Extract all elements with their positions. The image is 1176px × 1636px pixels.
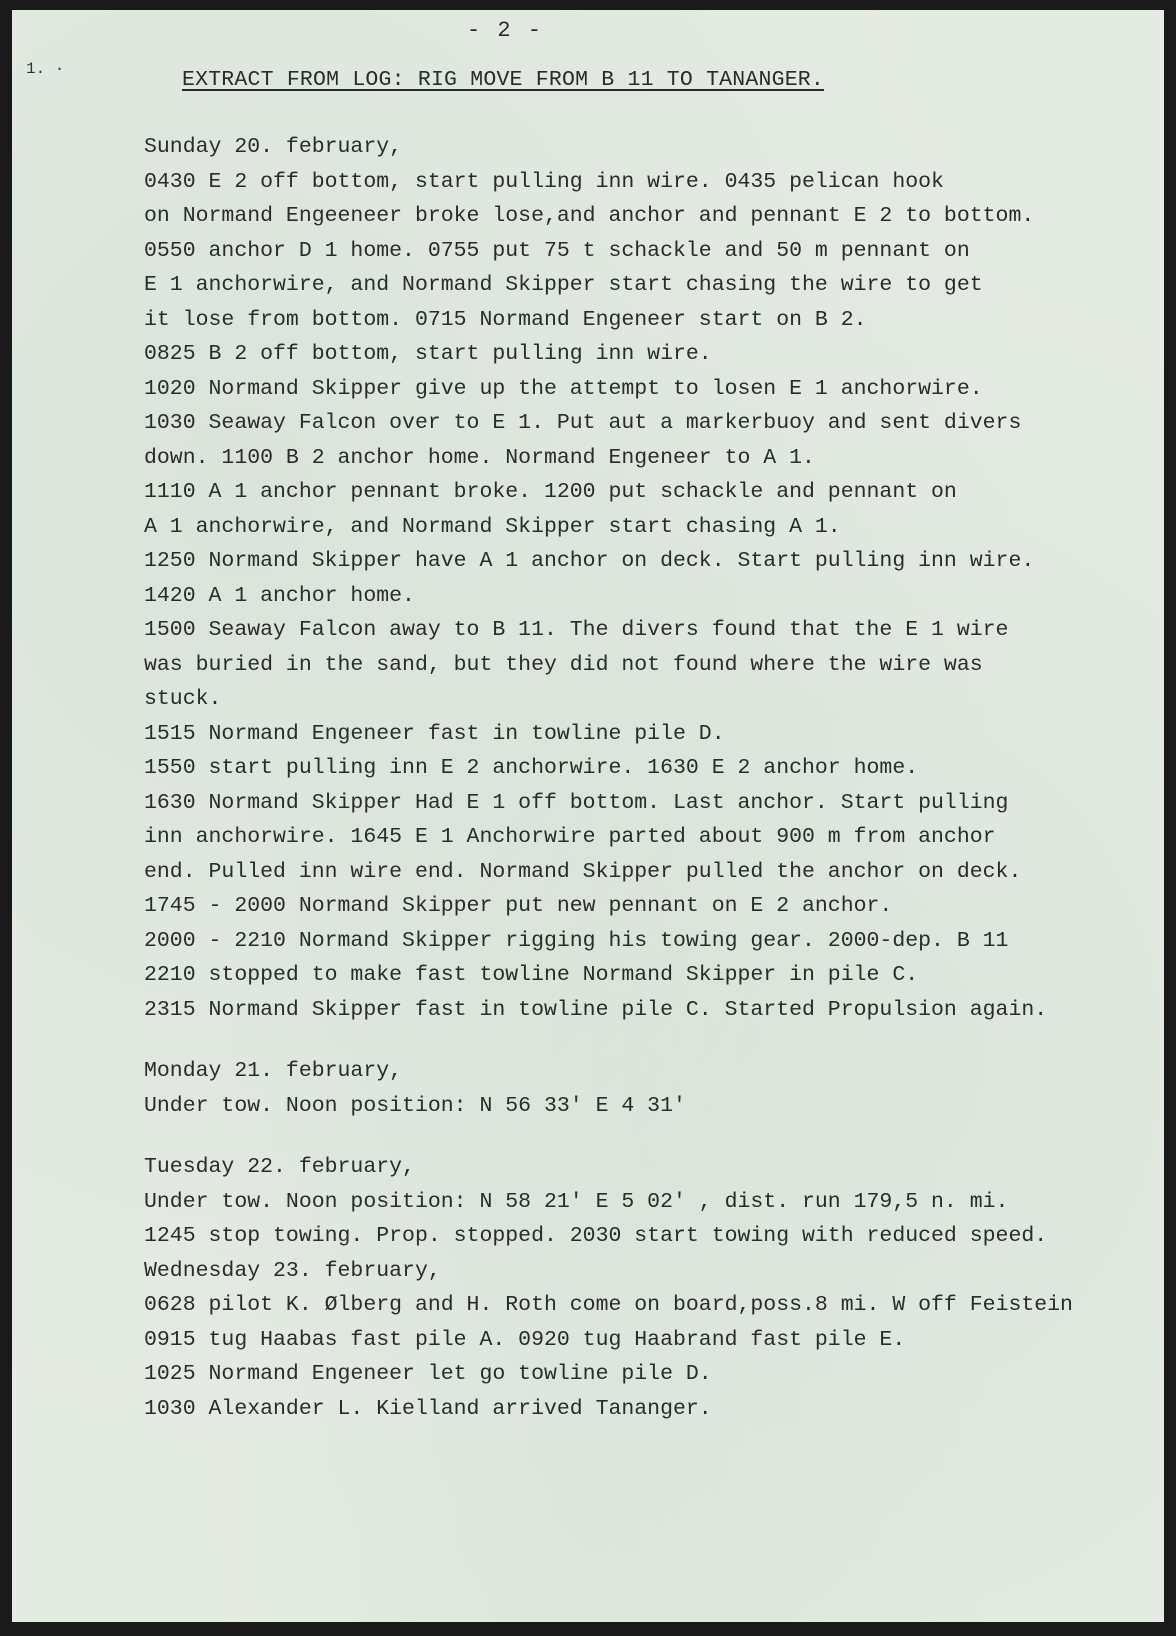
page-number: - 2 - xyxy=(467,18,544,43)
margin-mark: 1. · xyxy=(26,60,65,78)
log-line: E 1 anchorwire, and Normand Skipper start chasing the wire to get xyxy=(144,273,983,297)
day-heading: Monday 21. february, xyxy=(144,1059,403,1083)
day-heading: Tuesday 22. february, xyxy=(144,1155,415,1179)
day-heading: Sunday 20. february, xyxy=(144,135,403,159)
log-line: it lose from bottom. 0715 Normand Engeneer start on B 2. xyxy=(144,307,867,332)
log-line: on Normand Engeeneer broke lose,and anchor and pennant E 2 to bottom. xyxy=(144,204,1035,228)
log-line: down. 1100 B 2 anchor home. Normand Engeneer to A 1. xyxy=(144,445,815,470)
log-line: 0915 tug Haabas fast pile A. 0920 tug Haabrand fast pile E. xyxy=(144,1327,906,1352)
log-line: 1550 start pulling inn E 2 anchorwire. 1630 E 2 anchor home. xyxy=(144,756,919,780)
log-line: 0628 pilot K. Ølberg and H. Roth come on board,poss.8 mi. W off Feistein xyxy=(144,1293,1073,1317)
log-line: 1630 Normand Skipper Had E 1 off bottom. Last anchor. Start pulling xyxy=(144,790,1009,815)
document-page xyxy=(12,10,1164,1622)
log-section-monday xyxy=(144,1054,1159,1123)
log-line: Under tow. Noon position: N 56 33' E 4 31' xyxy=(144,1093,686,1118)
log-line: 0825 B 2 off bottom, start pulling inn wire. xyxy=(144,342,712,366)
log-line: 1515 Normand Engeneer fast in towline pile D. xyxy=(144,721,725,746)
log-line: 2315 Normand Skipper fast in towline pile C. Started Propulsion again. xyxy=(144,997,1048,1022)
log-line: end. Pulled inn wire end. Normand Skipper pulled the anchor on deck. xyxy=(144,859,1022,884)
log-line: 1500 Seaway Falcon away to B 11. The divers found that the E 1 wire xyxy=(144,618,1009,642)
section-gap xyxy=(144,1027,1159,1054)
log-line: 2210 stopped to make fast towline Normand Skipper in pile C. xyxy=(144,963,919,987)
log-body xyxy=(144,130,1159,1426)
log-section-wednesday xyxy=(144,1254,1159,1427)
log-line: 1030 Seaway Falcon over to E 1. Put aut a markerbuoy and sent divers xyxy=(144,411,1022,435)
log-line: Under tow. Noon position: N 58 21' E 5 02' , dist. run 179,5 n. mi. xyxy=(144,1189,1009,1214)
section-gap xyxy=(144,1123,1159,1150)
log-line: 0550 anchor D 1 home. 0755 put 75 t schackle and 50 m pennant on xyxy=(144,238,970,263)
log-line: 1025 Normand Engeneer let go towline pile D. xyxy=(144,1362,712,1386)
log-section-sunday xyxy=(144,130,1159,1027)
log-line: 0430 E 2 off bottom, start pulling inn wire. 0435 pelican hook xyxy=(144,169,944,194)
log-line: 1110 A 1 anchor pennant broke. 1200 put schackle and pennant on xyxy=(144,480,957,504)
log-line: 1420 A 1 anchor home. xyxy=(144,583,415,608)
log-section-tuesday xyxy=(144,1150,1159,1254)
log-line: stuck. xyxy=(144,687,222,711)
log-line: 2000 - 2210 Normand Skipper rigging his towing gear. 2000-dep. B 11 xyxy=(144,928,1009,953)
document-title: EXTRACT FROM LOG: RIG MOVE FROM B 11 TO TANANGER. xyxy=(182,68,825,92)
log-line: 1020 Normand Skipper give up the attempt to losen E 1 anchorwire. xyxy=(144,376,983,401)
log-line: 1745 - 2000 Normand Skipper put new pennant on E 2 anchor. xyxy=(144,894,893,918)
log-line: inn anchorwire. 1645 E 1 Anchorwire parted about 900 m from anchor xyxy=(144,825,996,849)
log-line: A 1 anchorwire, and Normand Skipper start chasing A 1. xyxy=(144,514,841,539)
log-line: 1245 stop towing. Prop. stopped. 2030 start towing with reduced speed. xyxy=(144,1224,1048,1248)
day-heading: Wednesday 23. february, xyxy=(144,1258,441,1283)
log-line: was buried in the sand, but they did not found where the wire was xyxy=(144,652,983,677)
log-line: 1250 Normand Skipper have A 1 anchor on deck. Start pulling inn wire. xyxy=(144,549,1035,573)
log-line: 1030 Alexander L. Kielland arrived Tananger. xyxy=(144,1396,712,1421)
